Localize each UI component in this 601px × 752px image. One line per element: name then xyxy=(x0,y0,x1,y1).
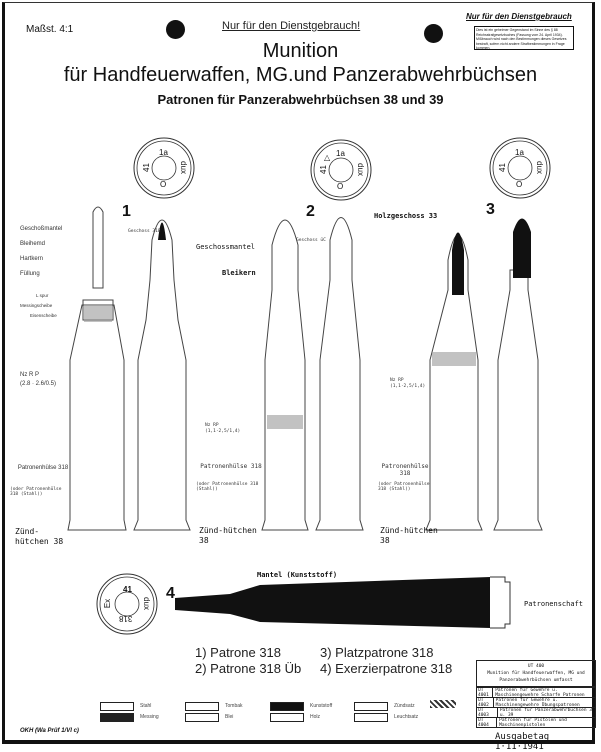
headstamp-2-top: 1a xyxy=(336,149,345,158)
row-code: UT 4004 xyxy=(477,718,497,728)
cartridge-2-exterior xyxy=(316,218,363,531)
label-messingscheibe: Messingscheibe xyxy=(20,303,53,308)
row-desc: Patronen für Gewehre u. Maschinengewehre Übungspatronen xyxy=(495,697,580,708)
cartridge-3-exterior xyxy=(494,270,542,530)
headstamp-2-left: 41 xyxy=(318,165,328,174)
label-powder-spec-1: (2.8 · 2.6/0.5) xyxy=(20,381,57,387)
swatch-label-stahl: Stahl xyxy=(140,703,152,709)
label-primer-1: Zünd-hütchen 38 xyxy=(15,527,64,546)
headstamp-1-top: 1a xyxy=(159,148,168,157)
label-geschossmantel: Geschoßmantel xyxy=(20,226,63,232)
swatch-label-holz: Holz xyxy=(310,714,321,720)
swatch-label-messing: Messing xyxy=(140,714,159,720)
headstamp-3-top: 1a xyxy=(515,148,524,157)
cartridge-4-dummy xyxy=(175,577,490,628)
headstamp-4-bottom: 318 xyxy=(119,614,133,623)
table-row xyxy=(477,697,595,707)
label-geschoss-318: Geschoss 318 xyxy=(128,229,161,234)
ut-index-table xyxy=(476,660,596,728)
label-primer-2: Zünd-hütchen 38 xyxy=(199,526,257,545)
table-row xyxy=(477,717,595,727)
label-patronenschaft: Patronenschaft xyxy=(524,600,584,608)
label-powder-spec-3: (1,1·2,5/1,4) xyxy=(390,384,426,389)
headstamp-2-right: dux xyxy=(355,163,365,176)
swatch-zundsatz xyxy=(354,702,388,711)
label-case-alt-3: (oder Patronenhülse 318 (Stahl)) xyxy=(378,482,430,492)
headstamp-2-bottom: O xyxy=(337,182,344,191)
key-item-3: 3) Platzpatrone 318 xyxy=(320,645,434,660)
cartridge-3-wood-bullet-cut xyxy=(452,233,464,296)
headstamp-2-mark: △ xyxy=(324,153,331,162)
cartridge-1-cutaway xyxy=(68,207,126,530)
cartridge-2-cutaway xyxy=(262,220,308,530)
cartridge-1-number: 1 xyxy=(122,203,131,220)
ut-table-title: Munition für Handfeuerwaffen, MG und xyxy=(487,671,585,676)
row-desc: Patronen für Pistolen und Maschinenpistolen xyxy=(499,717,567,728)
issue-date: Ausgabetag 1·11·1941 xyxy=(495,732,550,752)
stamp-title: Nur für den Dienstgebrauch xyxy=(466,12,572,21)
label-mantel-kunststoff: Mantel (Kunststoff) xyxy=(257,571,338,579)
label-case-3: Patronenhülse 318 xyxy=(381,463,429,477)
cartridge-4-number: 4 xyxy=(166,585,175,602)
scale-label: Maßst. 4:1 xyxy=(26,24,74,35)
key-item-2: 2) Patrone 318 Üb xyxy=(195,661,302,676)
cartridge-1-exterior xyxy=(134,220,190,530)
table-row xyxy=(477,707,595,717)
label-case-1: Patronenhülse 318 xyxy=(17,465,69,471)
label-hartkern: Hartkern xyxy=(20,256,44,262)
label-bleihemd: Bleihemd xyxy=(20,241,46,247)
key-item-4: 4) Exerzierpatrone 318 xyxy=(320,661,453,676)
page-subtitle: Patronen für Panzerabwehrbüchsen 38 und 39 xyxy=(157,92,444,107)
swatch-leuchtsatz xyxy=(354,713,388,722)
okh-reference: OKH (Wa Prüf 1/VI c) xyxy=(20,728,79,734)
cartridge-3-number: 3 xyxy=(486,201,495,218)
row-code: UT 4002 xyxy=(477,698,494,708)
label-fullung: Füllung xyxy=(20,271,40,277)
page-title-line2: für Handfeuerwaffen, MG.und Panzerabwehrbüchsen xyxy=(63,64,538,86)
powder-charge-1 xyxy=(84,306,112,322)
headstamp-4-top: 41 xyxy=(123,585,132,594)
page-title: Munition xyxy=(262,40,339,62)
row-desc: Patronen für Panzerabwehrbüchsen 38 u. 39 xyxy=(499,707,595,718)
row-code: UT 4003 xyxy=(477,708,498,718)
headstamp-4-left: Ex xyxy=(103,598,113,609)
swatch-label-leuchtsatz: Leuchtsatz xyxy=(394,714,419,720)
label-powder-1: Nz R P xyxy=(20,372,40,378)
key-item-1: 1) Patrone 318 xyxy=(195,645,282,660)
restricted-notice: Nur für den Dienstgebrauch! xyxy=(222,20,361,32)
label-primer-3: Zünd-hütchen 38 xyxy=(380,526,438,545)
swatch-label-tombak: Tombak xyxy=(225,703,243,709)
label-powder-2: Nz RP xyxy=(205,423,219,428)
swatch-blei xyxy=(185,713,219,722)
label-case-alt-1: (oder Patronenhülse 318 (Stahl)) xyxy=(10,487,62,497)
swatch-label-zundsatz: Zündsatz xyxy=(394,703,415,709)
powder-charge-3 xyxy=(432,352,476,366)
label-case-2: Patronenhülse 318 xyxy=(200,463,262,470)
swatch-holz xyxy=(270,713,304,722)
headstamp-3-left: 41 xyxy=(497,163,507,172)
swatch-messing xyxy=(100,713,134,722)
cartridge-3-wood-bullet xyxy=(513,219,531,279)
label-eisenscheibe: Eisenscheibe xyxy=(30,313,57,318)
headstamp-1-bottom: O xyxy=(160,180,167,189)
swatch-tombak xyxy=(185,702,219,711)
label-geschossmantel-2: Geschossmantel xyxy=(196,243,256,251)
headstamp-3-right: dux xyxy=(534,161,544,174)
label-geschoss-uc: Geschoss üC xyxy=(296,238,326,243)
swatch-stahl xyxy=(100,702,134,711)
swatch-kunststoff xyxy=(270,702,304,711)
ut-table-code: UT 400 xyxy=(527,664,545,669)
label-powder-spec-2: (1,1·2,5/1,4) xyxy=(205,429,241,434)
swatch-pulver xyxy=(430,700,456,708)
swatch-label-blei: Blei xyxy=(225,714,234,720)
powder-charge-2 xyxy=(267,415,303,429)
row-desc: Patronen für Gewehre u. Maschinengewehre Scharfe Patronen xyxy=(495,687,585,698)
headstamp-1-right: dux xyxy=(178,161,188,174)
headstamp-4-right: dux xyxy=(141,597,151,610)
label-bleikern: Bleikern xyxy=(222,269,256,277)
classification-stamp: Dies ist ein geheimer Gegenstand im Sinne des § 88 Reichsstrafgesetzbuches (Fassung vom 24. April 1934). Mißbrauch wird nach den Bestimmungen dieses Gesetzes bestraft, sofern nicht andere Strafbestimmungen in Frage kommen. xyxy=(474,26,574,50)
label-lspur: L spur xyxy=(36,293,49,298)
label-holzgeschoss: Holzgeschoss 33 xyxy=(374,212,438,220)
swatch-label-kunststoff: Kunststoff xyxy=(310,703,333,709)
label-powder-3: Nz RP xyxy=(390,378,404,383)
row-code: UT 4001 xyxy=(477,688,493,698)
label-case-alt-2: (oder Patronenhülse 318 (Stahl)) xyxy=(196,482,259,492)
table-row xyxy=(477,687,595,697)
cartridge-2-number: 2 xyxy=(306,203,315,220)
headstamp-1-left: 41 xyxy=(141,163,151,172)
headstamp-3-bottom: O xyxy=(516,180,523,189)
ut-table-title-2: Panzerabwehrbüchsen umfasst xyxy=(499,678,573,683)
